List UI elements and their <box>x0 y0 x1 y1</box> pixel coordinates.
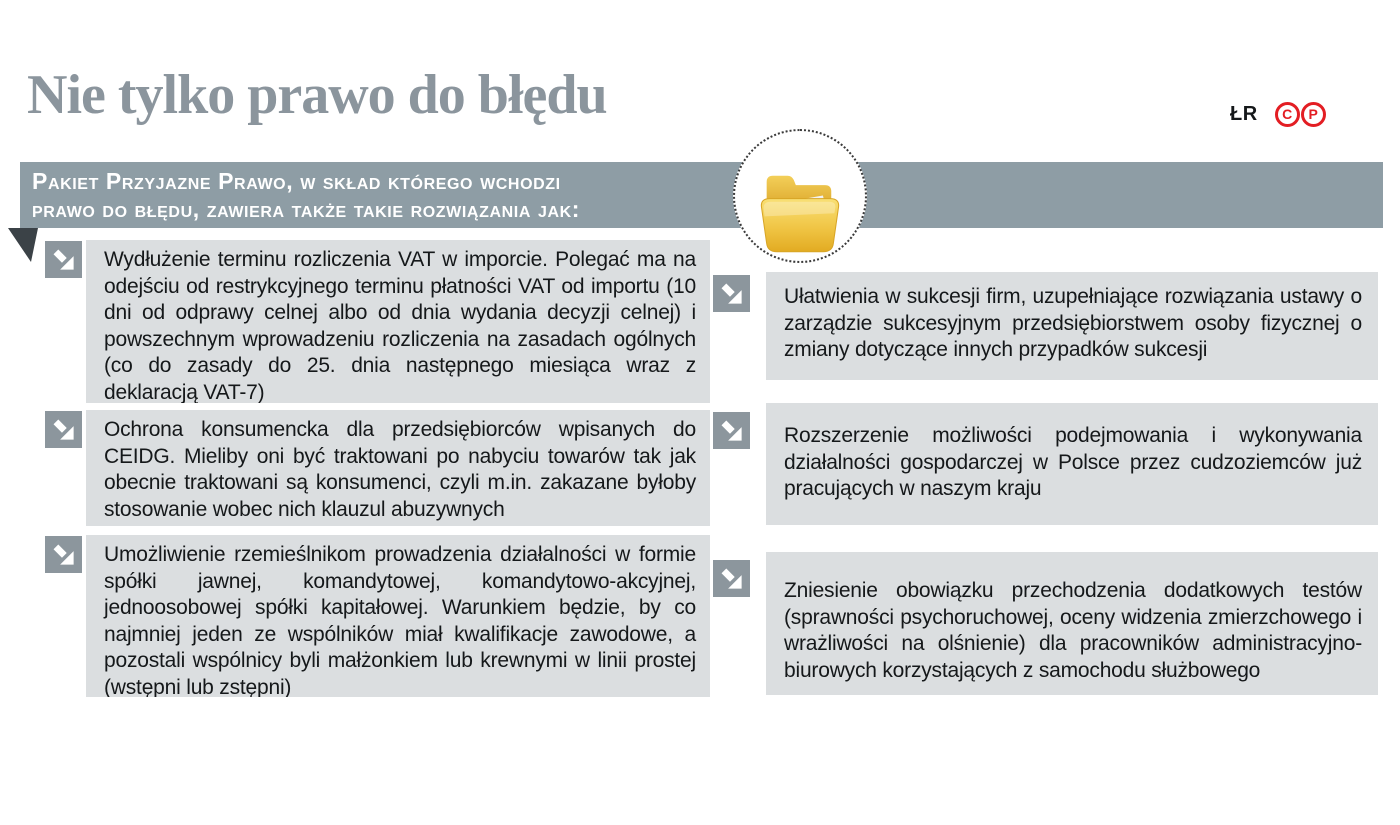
list-item <box>86 535 710 697</box>
arrow-down-right-icon <box>45 536 82 573</box>
list-item-text: Umożliwienie rzemieślnikom prowadzenia działalności w formie spółki jawnej, komandytowej, komandytowo-akcyjnej, jednoosobowej spółki kapitałowej. Warunkiem będzie, by co najmniej jeden ze wspólników miał kwalifikacje zawodowe, a pozostali wspólnicy byli małżonkiem lub krewnymi w linii prostej (wstępni lub zstępni) <box>104 543 696 697</box>
folder-glyph <box>750 155 850 261</box>
ribbon-fold <box>8 228 39 263</box>
header-band <box>20 162 1383 228</box>
page-title: Nie tylko prawo do błędu <box>27 64 607 126</box>
list-item-text: Wydłużenie terminu rozliczenia VAT w imporcie. Polegać ma na odejściu od restrykcyjnego terminu płatności VAT od importu (10 dni od odprawy celnej albo od dnia wydania decyzji celnej) i powszechnym wprowadzeniu rozliczenia na zasadach ogólnych (co do zasady do 25. dnia następnego miesiąca wraz z deklaracją VAT-7) <box>104 248 696 403</box>
arrow-down-right-icon <box>713 275 750 312</box>
list-item-text: Ułatwienia w sukcesji firm, uzupełniające rozwiązania ustawy o zarządzie sukcesyjnym przedsiębiorstwem osoby fizycznej o zmiany dotyczące innych przypadków sukcesji <box>784 285 1362 361</box>
credits <box>1230 98 1326 130</box>
list-item-text: Ochrona konsumencka dla przedsiębiorców wpisanych do CEIDG. Mieliby oni być traktowani po nabyciu towarów tak jak obecnie traktowani są konsumenci, czyli m.in. zakazane byłoby stosowanie wobec nich klauzul abuzywnych <box>104 418 696 521</box>
list-item <box>86 240 710 403</box>
arrow-down-right-icon <box>45 241 82 278</box>
list-item <box>86 410 710 526</box>
copyright-icon: C <box>1275 102 1300 127</box>
author-initials: ŁR <box>1230 102 1258 125</box>
header-line-2: prawo do błędu, zawiera także takie rozwiązania jak: <box>32 196 581 222</box>
list-item-text: Zniesienie obowiązku przechodzenia dodatkowych testów (sprawności psychoruchowej, oceny widzenia zmierzchowego i wrażliwości na olśnienie) dla pracowników administracyjno-biurowych korzystających z samochodu służbowego <box>784 579 1362 682</box>
list-item <box>766 403 1378 525</box>
arrow-down-right-icon <box>45 411 82 448</box>
phonogram-icon: P <box>1301 102 1326 127</box>
list-item <box>766 552 1378 695</box>
arrow-down-right-icon <box>713 560 750 597</box>
list-item-text: Rozszerzenie możliwości podejmowania i wykonywania działalności gospodarczej w Polsce przez cudzoziemców już pracujących w naszym kraju <box>784 424 1362 500</box>
arrow-down-right-icon <box>713 412 750 449</box>
header-line-1: Pakiet Przyjazne Prawo, w skład którego wchodzi <box>32 168 561 194</box>
list-item <box>766 272 1378 380</box>
folder-icon <box>733 129 867 263</box>
